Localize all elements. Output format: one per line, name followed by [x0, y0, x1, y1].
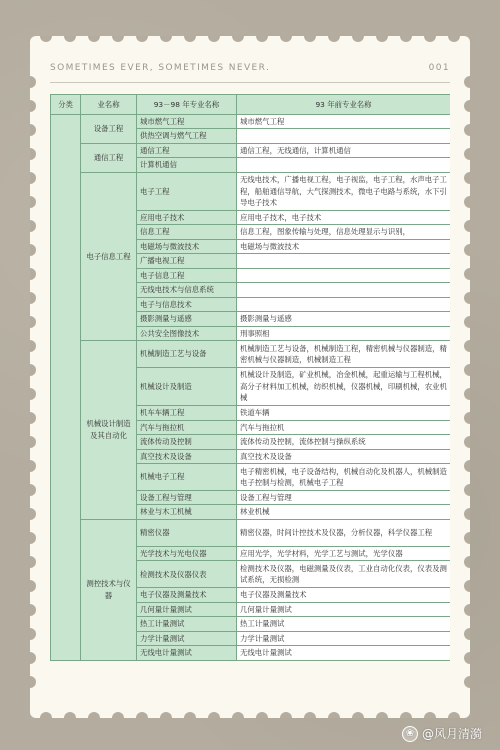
watermark [402, 725, 482, 742]
perforation-notch [464, 580, 470, 592]
perforation-notch [464, 532, 470, 544]
subcategory-cell: 设备工程 [81, 115, 137, 144]
perforation-notch [464, 388, 470, 400]
old-major-cell: 通信工程，无线通信，计算机通信 [237, 143, 451, 157]
perforation-notch [88, 36, 100, 42]
perforation-notch [352, 712, 364, 718]
perforation-notch [464, 268, 470, 280]
major-cell: 设备工程与管理 [137, 490, 237, 504]
old-major-cell [237, 129, 451, 143]
major-cell: 检测技术及仪器仪表 [137, 561, 237, 588]
perforation-notch [160, 712, 172, 718]
perforation-notch [30, 484, 36, 496]
perforation-notch [464, 220, 470, 232]
major-cell: 机车车辆工程 [137, 406, 237, 420]
perforation-notch [256, 36, 268, 42]
old-major-cell: 几何量计量测试 [237, 602, 451, 616]
old-major-cell [237, 297, 451, 311]
perforation-notch [464, 436, 470, 448]
perforation-notch [464, 244, 470, 256]
perforation-notch [30, 76, 36, 88]
major-cell: 电子信息工程 [137, 268, 237, 282]
perforation-notch [464, 484, 470, 496]
old-major-cell: 热工计量测试 [237, 617, 451, 631]
table-row [51, 172, 451, 210]
perforation-notch [448, 36, 460, 42]
perforation-notch [64, 712, 76, 718]
perforation-notch [448, 712, 460, 718]
perforation-notch [30, 244, 36, 256]
perforation-notch [30, 436, 36, 448]
table-row [51, 519, 451, 546]
perforation-notch [40, 36, 52, 42]
perforation-notch [464, 652, 470, 664]
old-major-cell: 林业机械 [237, 505, 451, 519]
header-major-pre-93: 93 年前专业名称 [237, 95, 451, 115]
major-cell: 真空技术及设备 [137, 449, 237, 463]
perforation-notch [280, 712, 292, 718]
perforation-notch [30, 604, 36, 616]
old-major-cell: 电子仪器及测量技术 [237, 588, 451, 602]
perforation-notch [376, 712, 388, 718]
perforation-notch [464, 148, 470, 160]
perforation-notch [256, 712, 268, 718]
old-major-cell [237, 283, 451, 297]
perforation-notch [464, 628, 470, 640]
perforation-notch [464, 412, 470, 424]
table-header-row [51, 95, 451, 115]
perforation-notch [464, 172, 470, 184]
perforation-notch [30, 316, 36, 328]
perforation-notch [424, 712, 436, 718]
perforation-notch [30, 580, 36, 592]
perforation-notch [30, 196, 36, 208]
old-major-cell: 机械制造工艺与设备，机械制造工程，精密机械与仪器制造，精密机械与仪器制造，机械制造工程 [237, 341, 451, 368]
perforation-notch [376, 36, 388, 42]
old-major-cell: 铁道车辆 [237, 406, 451, 420]
subcategory-cell: 机械设计制造及其自动化 [81, 341, 137, 520]
perforation-notch [30, 340, 36, 352]
perforation-notch [30, 508, 36, 520]
perforation-notch [184, 712, 196, 718]
perforation-notch [136, 712, 148, 718]
old-major-cell: 应用光学，光学材料，光学工艺与测试，光学仪器 [237, 546, 451, 560]
old-major-cell: 无线电技术，广播电视工程，电子视监，电子工程，水声电子工程，船舶通信导航，大气探测技术，微电子电路与系统，水下引导电子技术 [237, 172, 451, 210]
perforation-notch [30, 292, 36, 304]
old-major-cell: 检测技术及仪器，电磁测量及仪表，工业自动化仪表，仪表及测试系统，无损检测 [237, 561, 451, 588]
perforation-notch [464, 196, 470, 208]
old-major-cell: 无线电计量测试 [237, 646, 451, 660]
subcategory-cell: 电子信息工程 [81, 172, 137, 340]
perforation-notch [30, 364, 36, 376]
subcategory-cell: 通信工程 [81, 143, 137, 172]
perforation-notch [30, 556, 36, 568]
header-divider [50, 82, 450, 83]
old-major-cell: 信息工程，图象传输与处理，信息处理显示与识别， [237, 225, 451, 239]
watermark-text: @风月清漪 [421, 727, 482, 741]
perforation-notch [424, 36, 436, 42]
perforation-notch [30, 652, 36, 664]
major-cell: 精密仪器 [137, 519, 237, 546]
perforation-notch [400, 712, 412, 718]
perforation-notch [208, 36, 220, 42]
table-row [51, 143, 451, 157]
perforation-notch [464, 316, 470, 328]
major-cell: 林业与木工机械 [137, 505, 237, 519]
major-cell: 光学技术与光电仪器 [137, 546, 237, 560]
major-cell: 计算机通信 [137, 158, 237, 172]
document-photo [50, 94, 450, 708]
major-cell: 公共安全图像技术 [137, 326, 237, 340]
header-tagline: SOMETIMES EVER, SOMETIMES NEVER. [50, 63, 271, 73]
major-cell: 无线电计量测试 [137, 646, 237, 660]
perforation-notch [30, 532, 36, 544]
perforation-notch [464, 124, 470, 136]
major-cell: 通信工程 [137, 143, 237, 157]
major-cell: 供热空调与燃气工程 [137, 129, 237, 143]
paw-icon: ❀ [402, 726, 418, 742]
major-cell: 广播电视工程 [137, 254, 237, 268]
major-cell: 无线电技术与信息系统 [137, 283, 237, 297]
perforation-notch [352, 36, 364, 42]
major-cell: 城市燃气工程 [137, 115, 237, 129]
old-major-cell: 汽车与拖拉机 [237, 420, 451, 434]
table-row [51, 341, 451, 368]
major-table [50, 94, 450, 661]
major-cell: 电子与信息技术 [137, 297, 237, 311]
perforation-notch [304, 712, 316, 718]
major-cell: 机械电子工程 [137, 463, 237, 490]
major-cell: 力学计量测试 [137, 631, 237, 645]
header-category: 分类 [51, 95, 81, 115]
old-major-cell: 电子精密机械，电子设备结构，机械自动化及机器人，机械制造电子控制与检测，机械电子工程 [237, 463, 451, 490]
category-column [51, 115, 81, 661]
perforation-notch [30, 412, 36, 424]
perforation-notch [208, 712, 220, 718]
perforation-notch [464, 340, 470, 352]
major-cell: 流体传动及控制 [137, 435, 237, 449]
old-major-cell: 应用电子技术，电子技术 [237, 210, 451, 224]
perforation-notch [464, 460, 470, 472]
perforation-notch [464, 292, 470, 304]
perforation-notch [136, 36, 148, 42]
old-major-cell [237, 158, 451, 172]
perforation-notch [112, 36, 124, 42]
perforation-notch [30, 628, 36, 640]
old-major-cell: 摄影测量与遥感 [237, 312, 451, 326]
major-cell: 热工计量测试 [137, 617, 237, 631]
old-major-cell: 流体传动及控制，流体控制与操纵系统 [237, 435, 451, 449]
perforation-notch [280, 36, 292, 42]
major-cell: 机械设计及制造 [137, 368, 237, 406]
card-header [50, 58, 450, 78]
table-row [51, 115, 451, 129]
perforation-notch [328, 36, 340, 42]
perforation-notch [30, 124, 36, 136]
perforation-notch [30, 676, 36, 688]
major-cell: 电子工程 [137, 172, 237, 210]
major-cell: 电磁场与微波技术 [137, 239, 237, 253]
header-page-number: 001 [428, 63, 450, 73]
perforation-notch [30, 220, 36, 232]
ticket-card [30, 36, 470, 718]
perforation-notch [40, 712, 52, 718]
header-major-93-98: 93－98 年专业名称 [137, 95, 237, 115]
perforation-notch [232, 36, 244, 42]
old-major-cell: 电磁场与微波技术 [237, 239, 451, 253]
old-major-cell: 真空技术及设备 [237, 449, 451, 463]
major-cell: 信息工程 [137, 225, 237, 239]
perforation-notch [184, 36, 196, 42]
old-major-cell: 力学计量测试 [237, 631, 451, 645]
perforation-notch [464, 508, 470, 520]
perforation-notch [30, 268, 36, 280]
perforation-notch [304, 36, 316, 42]
header-subcategory: 业名称 [81, 95, 137, 115]
major-cell: 机械制造工艺与设备 [137, 341, 237, 368]
perforation-notch [30, 100, 36, 112]
perforation-notch [30, 388, 36, 400]
major-cell: 几何量计量测试 [137, 602, 237, 616]
old-major-cell: 机械设计及制造，矿业机械，冶金机械，起重运输与工程机械，高分子材料加工机械，纺织机械，仪器机械，印刷机械，农业机械 [237, 368, 451, 406]
old-major-cell [237, 254, 451, 268]
perforation-notch [464, 364, 470, 376]
old-major-cell: 刑事照相 [237, 326, 451, 340]
perforation-notch [328, 712, 340, 718]
major-cell: 应用电子技术 [137, 210, 237, 224]
perforation-notch [464, 76, 470, 88]
perforation-notch [30, 148, 36, 160]
perforation-notch [64, 36, 76, 42]
perforation-notch [88, 712, 100, 718]
perforation-notch [160, 36, 172, 42]
old-major-cell: 设备工程与管理 [237, 490, 451, 504]
old-major-cell: 精密仪器，时间计控技术及仪器，分析仪器，科学仪器工程 [237, 519, 451, 546]
perforation-notch [400, 36, 412, 42]
old-major-cell: 城市燃气工程 [237, 115, 451, 129]
perforation-notch [464, 100, 470, 112]
perforation-notch [232, 712, 244, 718]
perforation-notch [112, 712, 124, 718]
major-cell: 汽车与拖拉机 [137, 420, 237, 434]
perforation-notch [464, 556, 470, 568]
old-major-cell [237, 268, 451, 282]
perforation-notch [464, 604, 470, 616]
subcategory-cell: 测控技术与仪器 [81, 519, 137, 660]
major-cell: 摄影测量与遥感 [137, 312, 237, 326]
perforation-notch [30, 460, 36, 472]
perforation-notch [464, 676, 470, 688]
perforation-notch [30, 172, 36, 184]
major-cell: 电子仪器及测量技术 [137, 588, 237, 602]
